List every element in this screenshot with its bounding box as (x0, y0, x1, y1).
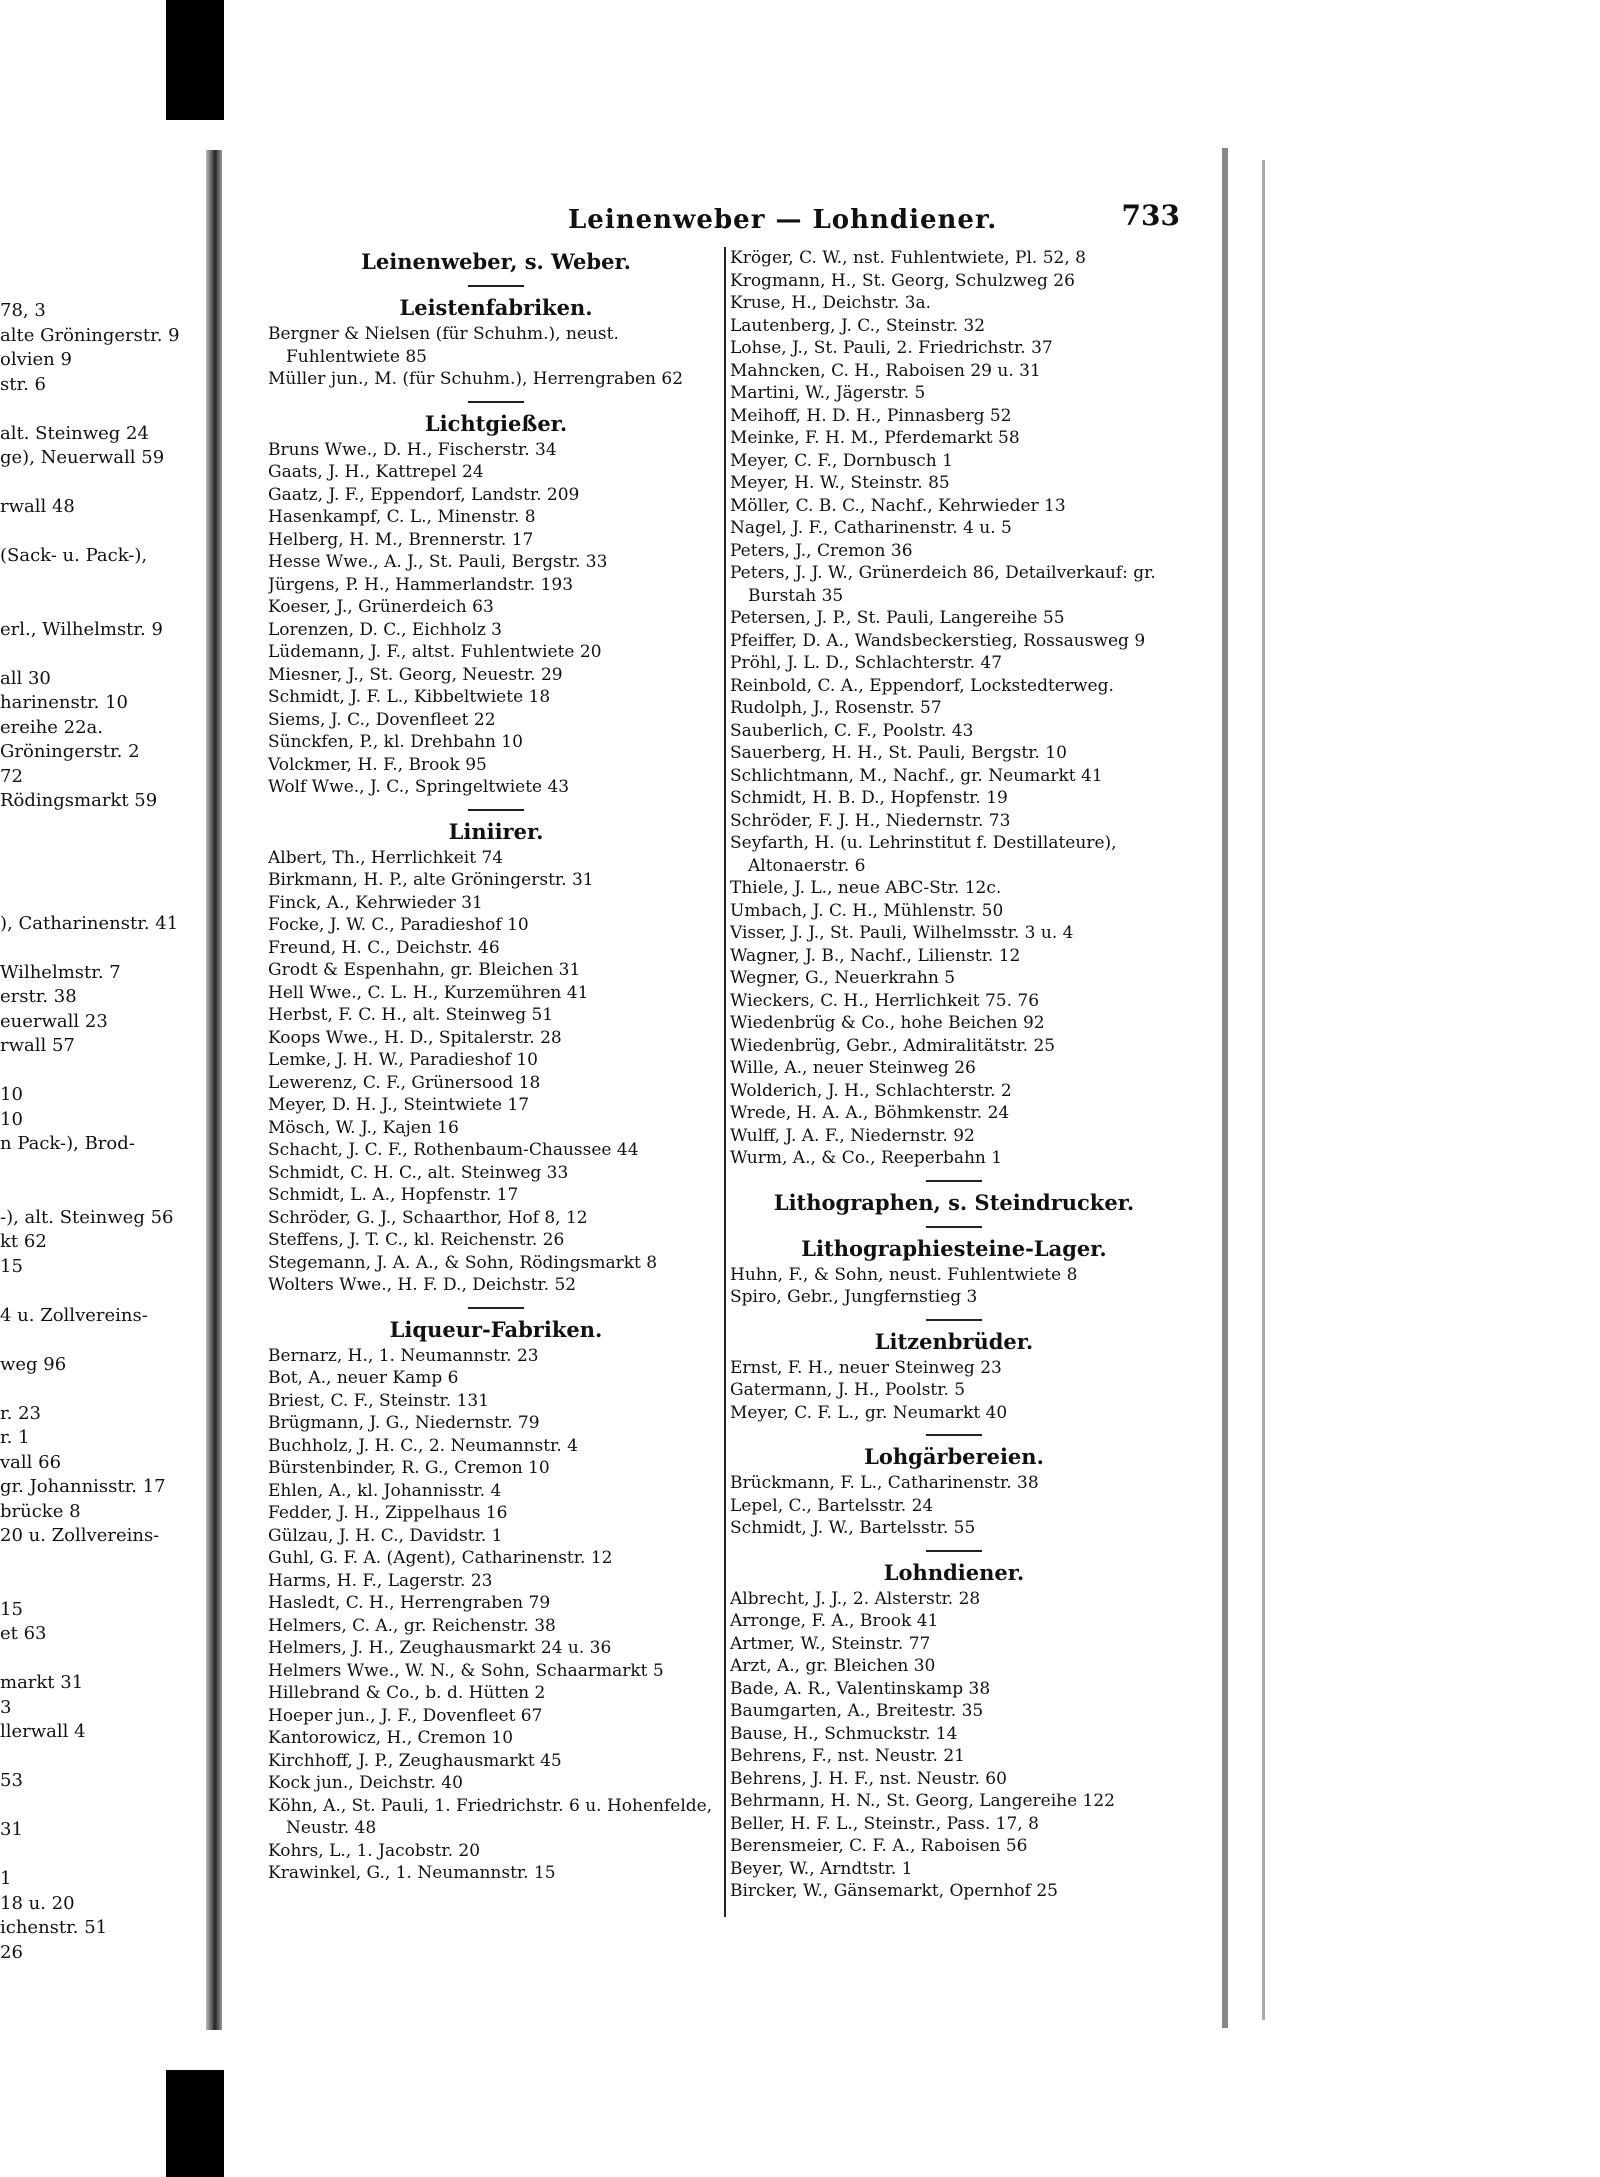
directory-entry: Sauerberg, H. H., St. Pauli, Bergstr. 10 (730, 743, 1067, 763)
page-number: 733 (1121, 199, 1180, 232)
directory-entry: Finck, A., Kehrwieder 31 (268, 892, 483, 913)
directory-entry: Umbach, J. C. H., Mühlenstr. 50 (730, 900, 1004, 921)
directory-entry: Meyer, C. F. L., gr. Neumarkt 40 (730, 1402, 1008, 1423)
directory-entry: Mahncken, C. H., Raboisen 29 u. 31 (730, 360, 1041, 381)
section-title: Lohgärbereien. (864, 1444, 1044, 1469)
scan-tab-bottom (166, 2070, 224, 2177)
section-title: Lohndiener. (883, 1559, 1025, 1585)
section-rule (468, 285, 524, 287)
directory-entry: Bürstenbinder, R. G., Cremon 10 (268, 1458, 550, 1478)
section-rule (926, 1226, 982, 1228)
directory-entry: Bade, A. R., Valentinskamp 38 (730, 1678, 991, 1699)
directory-entry: Schmidt, J. W., Bartelsstr. 55 (730, 1518, 976, 1538)
directory-section (268, 819, 724, 1309)
right-page (268, 195, 1180, 1955)
directory-entry: Schmidt, H. B. D., Hopfenstr. 19 (730, 788, 1008, 808)
left-page-fragment: 53 (0, 1770, 23, 1791)
left-page-fragment: 20 u. Zollvereins- (0, 1525, 160, 1546)
directory-entry: Kirchhoff, J. P., Zeughausmarkt 45 (268, 1750, 562, 1771)
directory-entry: Meyer, H. W., Steinstr. 85 (730, 473, 950, 493)
page-edge (1262, 160, 1265, 2020)
left-page-fragment: n Pack-), Brod- (0, 1133, 135, 1154)
directory-entry: Schlichtmann, M., Nachf., gr. Neumarkt 41 (730, 765, 1103, 786)
directory-entry: Pröhl, J. L. D., Schlachterstr. 47 (730, 653, 1003, 673)
directory-entry: Freund, H. C., Deichstr. 46 (268, 937, 500, 958)
directory-entry: Schmidt, L. A., Hopfenstr. 17 (268, 1185, 519, 1205)
directory-section (730, 247, 1178, 1182)
directory-entry: Hasledt, C. H., Herrengraben 79 (268, 1593, 551, 1613)
directory-entry: Lemke, J. H. W., Paradieshof 10 (268, 1050, 538, 1070)
left-page-fragment: llerwall 4 (0, 1721, 86, 1742)
left-page-fragment: -), alt. Steinweg 56 (0, 1206, 174, 1228)
directory-entry: Guhl, G. F. A. (Agent), Catharinenstr. 12 (268, 1548, 613, 1568)
directory-entry: Lautenberg, J. C., Steinstr. 32 (730, 315, 986, 336)
directory-entry: Albrecht, J. J., 2. Alsterstr. 28 (730, 1588, 981, 1609)
directory-entry: Peters, J., Cremon 36 (730, 540, 913, 561)
scan-tab-top (166, 0, 224, 120)
left-page-fragment: rwall 48 (0, 496, 75, 517)
directory-entry: Bot, A., neuer Kamp 6 (268, 1368, 459, 1388)
directory-entry: Visser, J. J., St. Pauli, Wilhelmsstr. 3 u. 4 (730, 923, 1074, 943)
left-page-fragment: ereihe 22a. (0, 716, 103, 738)
left-page-fragment: 10 (0, 1108, 23, 1130)
directory-section (268, 411, 724, 811)
directory-entry: Baumgarten, A., Breitestr. 35 (730, 1701, 984, 1721)
left-page-fragment: erl., Wilhelmstr. 9 (0, 618, 163, 640)
directory-entry: Meyer, C. F., Dornbusch 1 (730, 450, 953, 471)
directory-entry: Wagner, J. B., Nachf., Lilienstr. 12 (730, 945, 1021, 966)
left-page-fragment: 4 u. Zollvereins- (0, 1304, 148, 1326)
directory-entry: Lorenzen, D. C., Eichholz 3 (268, 619, 502, 640)
left-page-fragments (0, 300, 200, 2000)
directory-entry: Helmers, J. H., Zeughausmarkt 24 u. 36 (268, 1638, 612, 1658)
section-rule (926, 1434, 982, 1436)
directory-entry: Fedder, J. H., Zippelhaus 16 (268, 1503, 508, 1523)
directory-entry: Albert, Th., Herrlichkeit 74 (268, 847, 504, 868)
directory-entry: Spiro, Gebr., Jungfernstieg 3 (730, 1287, 978, 1307)
directory-entry: Kruse, H., Deichstr. 3a. (730, 293, 931, 313)
directory-entry: Harms, H. F., Lagerstr. 23 (268, 1570, 493, 1591)
directory-entry: Peters, J. J. W., Grünerdeich 86, Detailverkauf: gr. Burstah 35 (730, 563, 1156, 606)
directory-entry: Gatermann, J. H., Poolstr. 5 (730, 1380, 966, 1400)
directory-entry: Bause, H., Schmuckstr. 14 (730, 1723, 958, 1744)
directory-section (268, 295, 724, 403)
directory-entry: Hasenkampf, C. L., Minenstr. 8 (268, 507, 536, 527)
directory-entry: Artmer, W., Steinstr. 77 (730, 1633, 931, 1654)
left-page-fragment: weg 96 (0, 1353, 67, 1375)
directory-entry: Wolf Wwe., J. C., Springeltwiete 43 (268, 777, 570, 797)
directory-entry: Sauberlich, C. F., Poolstr. 43 (730, 720, 974, 741)
left-page-fragment: alte Gröningerstr. 9 (0, 324, 180, 346)
directory-entry: Lüdemann, J. F., altst. Fuhlentwiete 20 (268, 642, 602, 662)
section-rule (926, 1550, 982, 1552)
left-page-fragment: 15 (0, 1255, 23, 1277)
directory-entry: Rudolph, J., Rosenstr. 57 (730, 698, 942, 718)
directory-entry: Helberg, H. M., Brennerstr. 17 (268, 529, 534, 550)
left-page-fragment: 72 (0, 765, 23, 787)
directory-entry: Grodt & Espenhahn, gr. Bleichen 31 (268, 960, 581, 980)
section-title: Lithographiesteine-Lager. (801, 1235, 1107, 1261)
directory-entry: Schmidt, C. H. C., alt. Steinweg 33 (268, 1162, 569, 1183)
directory-entry: Beller, H. F. L., Steinstr., Pass. 17, 8 (730, 1813, 1039, 1834)
directory-entry: Focke, J. W. C., Paradieshof 10 (268, 915, 529, 935)
left-page-fragment: 18 u. 20 (0, 1892, 75, 1914)
left-page-fragment: 78, 3 (0, 300, 46, 321)
directory-entry: Schacht, J. C. F., Rothenbaum-Chaussee 44 (268, 1140, 639, 1160)
left-page-fragment: 10 (0, 1084, 23, 1105)
left-page-fragment: ), Catharinenstr. 41 (0, 912, 179, 934)
directory-entry: Ehlen, A., kl. Johannisstr. 4 (268, 1480, 502, 1501)
left-page-fragment: r. 1 (0, 1427, 30, 1448)
left-page-fragment: rwall 57 (0, 1035, 75, 1056)
directory-entry: Schmidt, J. F. L., Kibbeltwiete 18 (268, 687, 551, 707)
directory-entry: Reinbold, C. A., Eppendorf, Lockstedterweg. (730, 675, 1114, 696)
directory-entry: Krogmann, H., St. Georg, Schulzweg 26 (730, 270, 1075, 291)
directory-entry: Kohrs, L., 1. Jacobstr. 20 (268, 1840, 481, 1861)
directory-entry: Kock jun., Deichstr. 40 (268, 1773, 463, 1793)
directory-entry: Hillebrand & Co., b. d. Hütten 2 (268, 1683, 546, 1703)
left-page-fragment: vall 66 (0, 1451, 62, 1473)
section-rule (468, 1307, 524, 1309)
directory-entry: Brückmann, F. L., Catharinenstr. 38 (730, 1473, 1039, 1493)
running-head: Leinenweber — Lohndiener. (568, 205, 998, 235)
directory-entry: Müller jun., M. (für Schuhm.), Herrengraben 62 (268, 369, 684, 389)
directory-entry: Bernarz, H., 1. Neumannstr. 23 (268, 1345, 539, 1366)
section-title: Liniirer. (448, 818, 544, 844)
directory-section (268, 1317, 724, 1885)
directory-entry: Wiedenbrüg, Gebr., Admiralitätstr. 25 (730, 1035, 1056, 1056)
directory-entry: Herbst, F. C. H., alt. Steinweg 51 (268, 1005, 554, 1025)
column-left (268, 247, 724, 1891)
directory-entry: Miesner, J., St. Georg, Neuestr. 29 (268, 664, 563, 685)
directory-entry: Jürgens, P. H., Hammerlandstr. 193 (268, 574, 574, 595)
directory-entry: Pfeiffer, D. A., Wandsbeckerstieg, Rossausweg 9 (730, 630, 1146, 651)
book-spine (206, 150, 222, 2030)
directory-entry: Steffens, J. T. C., kl. Reichenstr. 26 (268, 1230, 565, 1250)
directory-entry: Arzt, A., gr. Bleichen 30 (730, 1656, 936, 1676)
directory-entry: Siems, J. C., Dovenfleet 22 (268, 709, 496, 730)
left-page-fragment: r. 23 (0, 1402, 41, 1424)
directory-section (730, 1560, 1178, 1903)
section-title: Litzenbrüder. (874, 1328, 1034, 1354)
directory-entry: Meyer, D. H. J., Steintwiete 17 (268, 1095, 530, 1115)
left-page-fragment: 3 (0, 1696, 12, 1718)
directory-entry: Möller, C. B. C., Nachf., Kehrwieder 13 (730, 495, 1066, 516)
directory-entry: Wurm, A., & Co., Reeperbahn 1 (730, 1148, 1003, 1168)
left-page-fragment: 1 (0, 1868, 12, 1889)
left-page-fragment: harinenstr. 10 (0, 692, 128, 713)
section-title: Lichtgießer. (424, 410, 568, 436)
left-page-fragment: euerwall 23 (0, 1010, 108, 1032)
left-page-fragment: 26 (0, 1941, 23, 1963)
left-page-fragment: str. 6 (0, 373, 46, 395)
section-rule (926, 1180, 982, 1182)
left-page-fragment: ichenstr. 51 (0, 1917, 108, 1938)
directory-entry: Wolters Wwe., H. F. D., Deichstr. 52 (268, 1275, 577, 1295)
directory-entry: Kröger, C. W., nst. Fuhlentwiete, Pl. 52, 8 (730, 248, 1086, 268)
column-divider (724, 247, 726, 1917)
directory-entry: Meihoff, H. D. H., Pinnasberg 52 (730, 405, 1012, 426)
section-rule (926, 1319, 982, 1321)
left-page-fragment: Rödingsmarkt 59 (0, 790, 158, 811)
directory-entry: Brügmann, J. G., Niedernstr. 79 (268, 1413, 540, 1433)
page-shadow (1222, 148, 1228, 2028)
left-page-fragment: 15 (0, 1598, 23, 1620)
directory-section (730, 1236, 1178, 1321)
directory-entry: Wolderich, J. H., Schlachterstr. 2 (730, 1080, 1012, 1101)
directory-entry: Behrens, J. H. F., nst. Neustr. 60 (730, 1768, 1007, 1789)
directory-entry: Schröder, F. J. H., Niedernstr. 73 (730, 810, 1011, 831)
directory-entry: Helmers Wwe., W. N., & Sohn, Schaarmarkt 5 (268, 1660, 664, 1681)
directory-section (730, 1190, 1178, 1228)
left-page-fragment: olvien 9 (0, 349, 72, 370)
directory-entry: Ernst, F. H., neuer Steinweg 23 (730, 1357, 1002, 1378)
directory-entry: Lewerenz, C. F., Grünersood 18 (268, 1072, 541, 1093)
left-page-fragment: ge), Neuerwall 59 (0, 447, 165, 468)
directory-entry: Wulff, J. A. F., Niedernstr. 92 (730, 1125, 975, 1146)
directory-entry: Stegemann, J. A. A., & Sohn, Rödingsmarkt 8 (268, 1252, 658, 1273)
left-page-fragment: et 63 (0, 1623, 47, 1644)
directory-entry: Petersen, J. P., St. Pauli, Langereihe 55 (730, 608, 1065, 628)
directory-entry: Lepel, C., Bartelsstr. 24 (730, 1495, 934, 1516)
directory-entry: Arronge, F. A., Brook 41 (730, 1611, 939, 1631)
left-page-fragment: gr. Johannisstr. 17 (0, 1476, 166, 1497)
directory-entry: Seyfarth, H. (u. Lehrinstitut f. Destillateure), Altonaerstr. 6 (730, 833, 1117, 876)
section-title: Leistenfabriken. (399, 295, 593, 320)
directory-entry: Beyer, W., Arndtstr. 1 (730, 1858, 913, 1879)
directory-entry: Krawinkel, G., 1. Neumannstr. 15 (268, 1863, 556, 1883)
directory-entry: Helmers, C. A., gr. Reichenstr. 38 (268, 1615, 556, 1636)
left-page-fragment: erstr. 38 (0, 986, 77, 1007)
directory-entry: Koops Wwe., H. D., Spitalerstr. 28 (268, 1027, 562, 1048)
directory-entry: Gaatz, J. F., Eppendorf, Landstr. 209 (268, 484, 580, 505)
directory-entry: Köhn, A., St. Pauli, 1. Friedrichstr. 6 u. Hohenfelde, Neustr. 48 (268, 1795, 713, 1838)
left-page-fragment: markt 31 (0, 1672, 84, 1693)
left-page-fragment: alt. Steinweg 24 (0, 422, 149, 444)
directory-section (730, 1444, 1178, 1552)
section-rule (468, 401, 524, 403)
left-page-fragment: brücke 8 (0, 1500, 81, 1522)
directory-entry: Martini, W., Jägerstr. 5 (730, 383, 926, 403)
directory-entry: Huhn, F., & Sohn, neust. Fuhlentwiete 8 (730, 1264, 1078, 1285)
directory-entry: Kantorowicz, H., Cremon 10 (268, 1728, 514, 1748)
directory-entry: Hesse Wwe., A. J., St. Pauli, Bergstr. 33 (268, 552, 608, 572)
directory-entry: Behrens, F., nst. Neustr. 21 (730, 1746, 965, 1766)
directory-entry: Hell Wwe., C. L. H., Kurzemühren 41 (268, 982, 589, 1003)
directory-entry: Berensmeier, C. F. A., Raboisen 56 (730, 1836, 1028, 1856)
section-title: Leinenweber, s. Weber. (361, 249, 631, 274)
directory-entry: Sünckfen, P., kl. Drehbahn 10 (268, 732, 523, 752)
directory-entry: Nagel, J. F., Catharinenstr. 4 u. 5 (730, 518, 1012, 538)
directory-entry: Bruns Wwe., D. H., Fischerstr. 34 (268, 439, 557, 460)
directory-entry: Thiele, J. L., neue ABC-Str. 12c. (730, 878, 1002, 898)
directory-entry: Wieckers, C. H., Herrlichkeit 75. 76 (730, 990, 1040, 1011)
directory-entry: Mösch, W. J., Kajen 16 (268, 1117, 459, 1138)
directory-entry: Gaats, J. H., Kattrepel 24 (268, 462, 484, 482)
directory-entry: Wiedenbrüg & Co., hohe Beichen 92 (730, 1013, 1045, 1033)
left-page-fragment: all 30 (0, 667, 51, 689)
directory-entry: Bergner & Nielsen (für Schuhm.), neust. Fuhlentwiete 85 (268, 324, 619, 367)
directory-entry: Volckmer, H. F., Brook 95 (268, 754, 487, 775)
left-page-fragment: Gröningerstr. 2 (0, 741, 140, 762)
directory-entry: Gülzau, J. H. C., Davidstr. 1 (268, 1525, 503, 1546)
section-rule (468, 809, 524, 811)
directory-entry: Schröder, G. J., Schaarthor, Hof 8, 12 (268, 1207, 588, 1228)
column-right (730, 247, 1178, 1909)
section-title: Liqueur-Fabriken. (389, 1316, 603, 1342)
directory-entry: Wrede, H. A. A., Böhmkenstr. 24 (730, 1103, 1010, 1123)
directory-entry: Wille, A., neuer Steinweg 26 (730, 1058, 976, 1078)
directory-entry: Lohse, J., St. Pauli, 2. Friedrichstr. 37 (730, 338, 1053, 358)
directory-entry: Briest, C. F., Steinstr. 131 (268, 1390, 490, 1411)
directory-section (730, 1329, 1178, 1437)
left-page-fragment: 31 (0, 1819, 23, 1840)
left-page-fragment: kt 62 (0, 1231, 47, 1252)
directory-entry: Birkmann, H. P., alte Gröningerstr. 31 (268, 870, 594, 890)
directory-entry: Meinke, F. H. M., Pferdemarkt 58 (730, 428, 1020, 448)
left-page-fragment: (Sack- u. Pack-), (0, 545, 148, 566)
directory-entry: Buchholz, J. H. C., 2. Neumannstr. 4 (268, 1435, 578, 1456)
directory-entry: Behrmann, H. N., St. Georg, Langereihe 122 (730, 1791, 1115, 1811)
section-title: Lithographen, s. Steindrucker. (773, 1189, 1135, 1215)
directory-entry: Bircker, W., Gänsemarkt, Opernhof 25 (730, 1881, 1058, 1901)
directory-entry: Koeser, J., Grünerdeich 63 (268, 597, 494, 617)
directory-entry: Hoeper jun., J. F., Dovenfleet 67 (268, 1705, 543, 1726)
directory-entry: Wegner, G., Neuerkrahn 5 (730, 968, 956, 988)
directory-section (268, 249, 724, 287)
left-page-fragment: Wilhelmstr. 7 (0, 961, 121, 983)
